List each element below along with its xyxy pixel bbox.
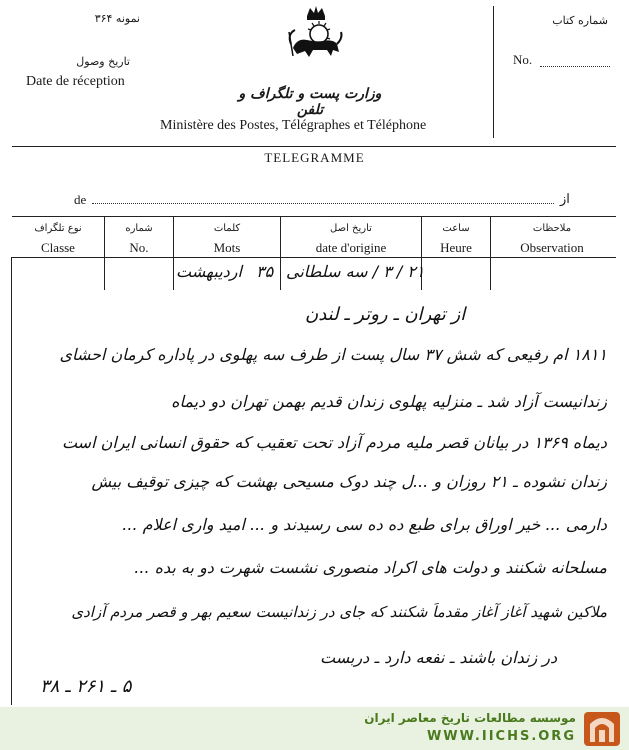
from-label: de <box>74 192 87 207</box>
table-divider <box>104 216 105 290</box>
letter-number-label-fr: No. <box>513 52 533 67</box>
message-line: زندان نشوده ـ ۲۱ روزان و ...ل چند دوک مسیحی بهشت که چیزی توقیف بیش <box>91 472 607 491</box>
table-header-rule <box>12 257 616 258</box>
header-divider <box>493 6 494 138</box>
column-header-fr: Mots <box>213 240 241 255</box>
institute-logo-icon <box>582 710 622 748</box>
route-dotted-line <box>92 203 554 204</box>
ministry-name-fa: وزارت پست و تلگراف و تلفن <box>238 86 382 118</box>
message-line: ۱۸۱۱ ام رفیعی که شش ۳۷ سال پست از طرف سه پهلوی در پاداره کرمان احشای <box>59 345 607 364</box>
entry-date: ۲۱ / ۳ / سه سلطانی <box>286 262 425 281</box>
form-number: نمونه ۳۶۴ <box>94 12 140 25</box>
institute-name: موسسه مطالعات تاریخ معاصر ایران <box>364 711 576 725</box>
column-header-fr: date d'origine <box>315 240 387 255</box>
entry-words: اردیبهشت <box>176 262 242 281</box>
message-line: دارمی ... خیر اوراق برای طبع ده ده سی رسیدند و ... امید واری اعلام ... <box>122 515 607 534</box>
ministry-name-fr: Ministère des Postes, Télégraphes et Téléphone <box>160 118 427 133</box>
column-header-fr: Heure <box>440 240 472 255</box>
column-header-fr: Observation <box>520 240 584 255</box>
reception-label-fr: Date de réception <box>26 74 125 89</box>
column-header-fr: No. <box>129 240 149 255</box>
table-divider <box>490 216 491 290</box>
lion-and-sun-emblem-icon <box>283 4 349 66</box>
institute-website[interactable]: WWW.IICHS.ORG <box>426 729 576 744</box>
entry-number: ۳۵ <box>256 262 274 281</box>
reception-label-fa: تاریخ وصول <box>76 55 130 68</box>
column-header-fa: کلمات <box>213 223 241 234</box>
column-header-fa: ساعت <box>442 223 470 234</box>
table-top-rule <box>12 216 616 217</box>
title-rule <box>12 146 616 147</box>
column-header-fa: تاریخ اصل <box>330 223 372 234</box>
table-divider <box>280 216 281 290</box>
letter-number-line <box>540 66 610 67</box>
column-header-fr: Classe <box>41 240 75 255</box>
message-line: ملاکین شهید آغاز آغاز مقدماً شکنند که جای در زندانیست سعیم بهر و قصر مردم آزادی <box>71 603 607 621</box>
table-divider <box>173 216 174 290</box>
letter-number-label-fa: شماره کتاب <box>552 14 608 27</box>
message-line: زندانیست آزاد شد ـ منزلیه پهلوی زندان قدیم بهمن تهران دو دیماه <box>171 392 607 411</box>
to-label: از <box>560 192 570 207</box>
message-line: از تهران ـ روتر ـ لندن <box>305 304 466 325</box>
message-line: مسلحانه شکنند و دولت های اکراد منصوری نشست شهرت دو به بده ... <box>134 558 607 577</box>
column-header-fa: شماره <box>125 223 153 234</box>
telegram-title: TELEGRAMME <box>264 150 365 165</box>
column-header-fa: نوع تلگراف <box>34 223 82 234</box>
message-line: در زندان باشند ـ نفعه دارد ـ دربست <box>320 648 558 667</box>
message-line: دیماه ۱۳۶۹ در بیانان قصر ملیه مردم آزاد تحت تعقیب که حقوق انسانی ایران است <box>61 433 607 452</box>
archive-reference-code: ۵ ـ ۲۶۱ ـ ۳۸ <box>40 676 132 697</box>
column-header-fa: ملاحظات <box>532 223 572 234</box>
